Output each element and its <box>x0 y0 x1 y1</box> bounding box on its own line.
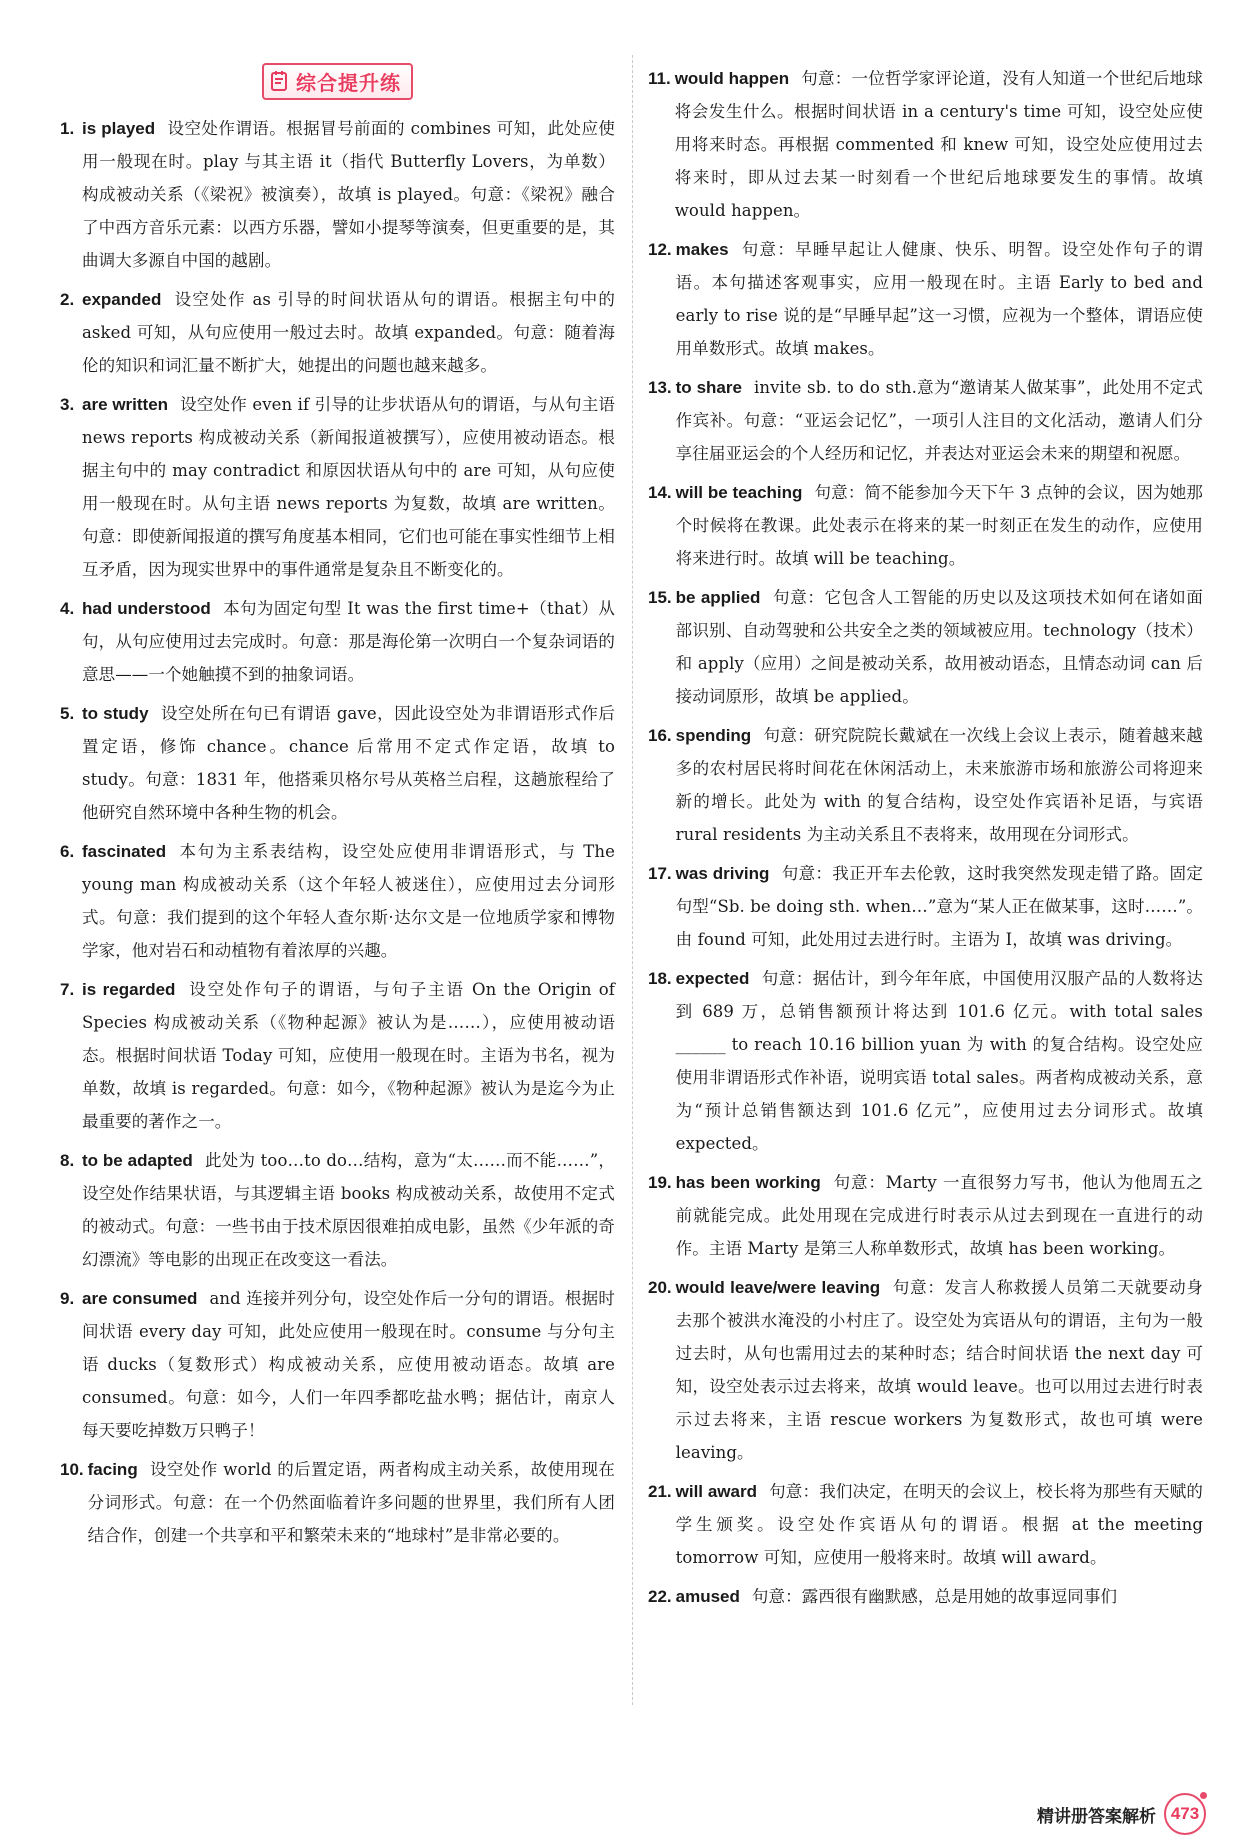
item-number: 2. <box>60 290 75 309</box>
item-number: 1. <box>60 119 75 138</box>
item-answer: to study <box>82 704 149 723</box>
item-answer: expanded <box>82 290 162 309</box>
answer-item <box>60 697 615 829</box>
item-answer: spending <box>675 726 752 745</box>
item-number: 11. <box>648 69 671 88</box>
item-explanation: 句意：发言人称救援人员第二天就要动身去那个被洪水淹没的小村庄了。设空处为宾语从句的谓语，主句为一般过去时，从句也需用过去的某种时态；结合时间状语 the next day 可知，设空处表示过去将来，故填 would leave。也可以用过去进行时表示过去将来，主语 rescue workers 为复数形式，故也可填 were leaving。 <box>675 1278 1203 1462</box>
answer-item <box>648 62 1203 227</box>
item-explanation: 句意：一位哲学家评论道，没有人知道一个世纪后地球将会发生什么。根据时间状语 in a century's time 可知，设空处应使用将来时态。再根据 commented 和 knew 可知，设空处应使用过去将来时，即从过去某一时刻看一个世纪后地球要发生的事情。故填 would happen。 <box>674 69 1203 220</box>
item-answer: would happen <box>674 69 790 88</box>
page-number <box>1164 1793 1206 1835</box>
item-explanation: 句意：据估计，到今年年底，中国使用汉服产品的人数将达到 689 万，总销售额预计将达到 101.6 亿元。with total sales ______ to reach 10.16 billion yuan 为 with 的复合结构。设空处应使用非谓语形式作补语，说明宾语 total sales。两者构成被动关系，意为“预计总销售额达到 101.6 亿元”，应使用过去分词形式。故填 expected。 <box>675 969 1203 1153</box>
page-footer <box>1037 1794 1206 1834</box>
answer-item <box>648 233 1203 365</box>
item-explanation: 句意：早睡早起让人健康、快乐、明智。设空处作句子的谓语。本句描述客观事实，应用一般现在时。主语 Early to bed and early to rise 说的是“早睡早起”这一习惯，应视为一个整体，谓语应使用单数形式。故填 makes。 <box>675 240 1203 358</box>
item-answer: is played <box>82 119 156 138</box>
column-divider <box>632 55 633 1705</box>
answer-item <box>648 371 1203 470</box>
item-answer: to share <box>675 378 742 397</box>
page-number-text: 473 <box>1170 1804 1200 1823</box>
item-number: 14. <box>648 483 672 502</box>
answer-item <box>60 388 615 586</box>
item-explanation: 设空处作 world 的后置定语，两者构成主动关系，故使用现在分词形式。句意：在一个仍然面临着许多问题的世界里，我们所有人团结合作，创建一个共享和平和繁荣未来的“地球村”是非常必要的。 <box>87 1460 615 1545</box>
item-number: 13. <box>648 378 672 397</box>
right-column <box>648 62 1203 1619</box>
item-answer: are written <box>82 395 169 414</box>
item-answer: fascinated <box>82 842 167 861</box>
item-number: 15. <box>648 588 672 607</box>
section-title: 综合提升练 <box>296 70 401 95</box>
item-explanation: 句意：我们决定，在明天的会议上，校长将为那些有天赋的学生颁奖。设空处作宾语从句的谓语。根据 at the meeting tomorrow 可知，应使用一般将来时。故填 will award。 <box>675 1482 1203 1567</box>
item-answer: is regarded <box>82 980 176 999</box>
item-explanation: 设空处作谓语。根据冒号前面的 combines 可知，此处应使用一般现在时。play 与其主语 it（指代 Butterfly Lovers，为单数）构成被动关系（《梁祝》被演奏），故填 is played。句意：《梁祝》融合了中西方音乐元素：以西方乐器，譬如小提琴等演奏，但更重要的是，其曲调大多源自中国的越剧。 <box>82 119 615 270</box>
item-number: 21. <box>648 1482 672 1501</box>
item-explanation: 本句为固定句型 It was the first time+（that）从句，从句应使用过去完成时。句意：那是海伦第一次明白一个复杂词语的意思——一个她触摸不到的抽象词语。 <box>82 599 615 684</box>
item-number: 5. <box>60 704 75 723</box>
item-answer: to be adapted <box>82 1151 193 1170</box>
answer-item <box>60 1453 615 1552</box>
answer-item <box>648 581 1203 713</box>
item-answer: expected <box>675 969 750 988</box>
answer-item <box>648 719 1203 851</box>
item-explanation: invite sb. to do sth.意为“邀请某人做某事”，此处用不定式作宾补。句意：“亚运会记忆”，一项引人注目的文化活动，邀请人们分享往届亚运会的个人经历和记忆，并表达对亚运会未来的期望和祝愿。 <box>675 378 1204 463</box>
answer-item <box>60 1282 615 1447</box>
item-explanation: 句意：研究院院长戴斌在一次线上会议上表示，随着越来越多的农村居民将时间花在休闲活动上，未来旅游市场和旅游公司将迎来新的增长。此处为 with 的复合结构，设空处作宾语补足语，与宾语 rural residents 为主动关系且不表将来，故用现在分词形式。 <box>675 726 1203 844</box>
item-number: 6. <box>60 842 75 861</box>
item-explanation: 设空处所在句已有谓语 gave，因此设空处为非谓语形式作后置定语，修饰 chance。chance 后常用不定式作定语，故填 to study。句意：1831 年，他搭乘贝格尔号从英格兰启程，这趟旅程给了他研究自然环境中各种生物的机会。 <box>82 704 615 822</box>
item-explanation: and 连接并列分句，设空处作后一分句的谓语。根据时间状语 every day 可知，此处应使用一般现在时。consume 与分句主语 ducks（复数形式）构成被动关系，应使用被动语态。故填 are consumed。句意：如今，人们一年四季都吃盐水鸭；据估计，南京人每天要吃掉数万只鸭子！ <box>82 1289 615 1440</box>
answer-item <box>648 857 1203 956</box>
item-answer: had understood <box>82 599 211 618</box>
item-number: 10. <box>60 1460 84 1479</box>
answer-item <box>60 835 615 967</box>
item-explanation: 设空处作 even if 引导的让步状语从句的谓语，与从句主语 news reports 构成被动关系（新闻报道被撰写），应使用被动语态。根据主句中的 may contradict 和原因状语从句中的 are 可知，从句应使用一般现在时。从句主语 news reports 为复数，故填 are written。句意：即使新闻报道的撰写角度基本相同，它们也可能在事实性细节上相互矛盾，因为现实世界中的事件通常是复杂且不断变化的。 <box>82 395 615 579</box>
item-number: 16. <box>648 726 672 745</box>
item-number: 20. <box>648 1278 672 1297</box>
notepad-icon <box>270 70 290 92</box>
item-number: 22. <box>648 1587 672 1606</box>
item-explanation: 句意：它包含人工智能的历史以及这项技术如何在诸如面部识别、自动驾驶和公共安全之类的领域被应用。technology（技术）和 apply（应用）之间是被动关系，故用被动语态，且情态动词 can 后接动词原形，故填 be applied。 <box>675 588 1203 706</box>
item-number: 18. <box>648 969 672 988</box>
answer-item <box>648 476 1203 575</box>
item-explanation: 设空处作句子的谓语，与句子主语 On the Origin of Species 构成被动关系（《物种起源》被认为是……），应使用被动语态。根据时间状语 Today 可知，应使用一般现在时。主语为书名，视为单数，故填 is regarded。句意：如今，《物种起源》被认为是迄今为止最重要的著作之一。 <box>82 980 615 1131</box>
item-answer: was driving <box>675 864 770 883</box>
item-explanation: 句意：简不能参加今天下午 3 点钟的会议，因为她那个时候将在教课。此处表示在将来的某一时刻正在发生的动作，应使用将来进行时。故填 will be teaching。 <box>675 483 1203 568</box>
item-answer: would leave/were leaving <box>675 1278 881 1297</box>
item-number: 7. <box>60 980 75 999</box>
left-column <box>60 62 615 1558</box>
item-answer: will be teaching <box>675 483 803 502</box>
item-answer: makes <box>675 240 729 259</box>
item-explanation: 句意：我正开车去伦敦，这时我突然发现走错了路。固定句型“Sb. be doing sth. when…”意为“某人正在做某事，这时……”。由 found 可知，此处用过去进行时。主语为 I，故填 was driving。 <box>675 864 1204 949</box>
item-answer: will award <box>675 1482 757 1501</box>
item-number: 4. <box>60 599 75 618</box>
answer-item <box>648 962 1203 1160</box>
item-answer: has been working <box>675 1173 821 1192</box>
item-number: 3. <box>60 395 75 414</box>
item-explanation: 本句为主系表结构，设空处应使用非谓语形式，与 The young man 构成被动关系（这个年轻人被迷住），应使用过去分词形式。句意：我们提到的这个年轻人查尔斯·达尔文是一位地质学家和博物学家，他对岩石和动植物有着浓厚的兴趣。 <box>82 842 615 960</box>
page-number-dot <box>1200 1792 1207 1799</box>
answer-item <box>648 1271 1203 1469</box>
item-number: 17. <box>648 864 672 883</box>
item-answer: are consumed <box>82 1289 198 1308</box>
item-explanation: 句意：Marty 一直很努力写书，他认为他周五之前就能完成。此处用现在完成进行时表示从过去到现在一直进行的动作。主语 Marty 是第三人称单数形式，故填 has been working。 <box>675 1173 1203 1258</box>
item-number: 9. <box>60 1289 75 1308</box>
answer-item <box>648 1475 1203 1574</box>
section-header <box>60 62 615 100</box>
answer-item <box>60 592 615 691</box>
answer-item <box>60 283 615 382</box>
item-answer: facing <box>87 1460 138 1479</box>
answer-item <box>60 112 615 277</box>
item-number: 8. <box>60 1151 75 1170</box>
item-explanation: 句意：露西很有幽默感，总是用她的故事逗同事们 <box>751 1587 1118 1606</box>
answer-item <box>60 973 615 1138</box>
footer-label: 精讲册答案解析 <box>1037 1806 1156 1827</box>
item-explanation: 此处为 too…to do…结构，意为“太……而不能……”，设空处作结果状语，与其逻辑主语 books 构成被动关系，故使用不定式的被动式。句意：一些书由于技术原因很难拍成电影，虽然《少年派的奇幻漂流》等电影的出现正在改变这一看法。 <box>82 1151 616 1269</box>
item-answer: amused <box>675 1587 740 1606</box>
item-explanation: 设空处作 as 引导的时间状语从句的谓语。根据主句中的 asked 可知，从句应使用一般过去时。故填 expanded。句意：随着海伦的知识和词汇量不断扩大，她提出的问题也越来越多。 <box>82 290 615 375</box>
answer-item <box>60 1144 615 1276</box>
item-answer: be applied <box>675 588 761 607</box>
item-number: 19. <box>648 1173 672 1192</box>
answer-item <box>648 1166 1203 1265</box>
item-number: 12. <box>648 240 672 259</box>
answer-item <box>648 1580 1203 1613</box>
section-title-box <box>262 63 413 100</box>
